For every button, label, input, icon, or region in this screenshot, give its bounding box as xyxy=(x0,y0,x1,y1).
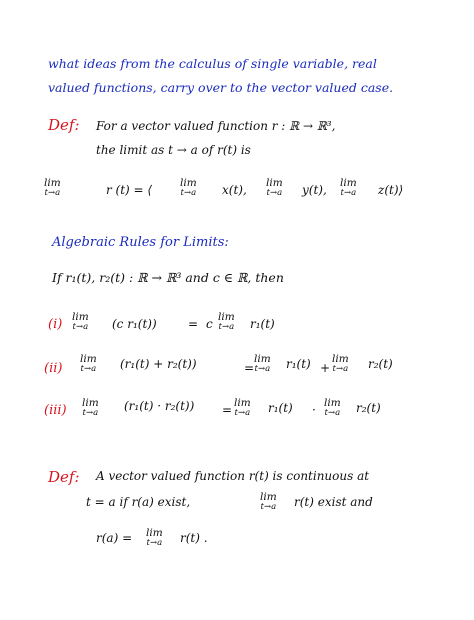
def2-line-3-rhs: r(t) . xyxy=(180,531,208,545)
limit-operator xyxy=(44,178,61,198)
rule-2-plus: + xyxy=(320,361,331,375)
lim-subscript: t→a xyxy=(44,188,61,198)
def2-label: Def: xyxy=(48,468,80,486)
def2-line-3-lhs: r(a) = xyxy=(96,531,133,545)
def2-line-2a: t = a if r(a) exist, xyxy=(86,495,191,509)
rule-2-r1: r₁(t) xyxy=(286,357,311,371)
algebraic-rules-heading: Algebraic Rules for Limits: xyxy=(52,235,229,250)
limit-lhs: r (t) = ⟨ xyxy=(106,183,153,197)
limit-operator-x: lim t→a xyxy=(180,177,197,198)
rule-3-label: (iii) xyxy=(44,403,67,418)
rule-3-lim: lim t→a xyxy=(82,397,99,418)
def1-label: Def: xyxy=(48,116,80,134)
rule-1-lim: lim t→a xyxy=(72,311,89,332)
rule-1-rhs: r₁(t) xyxy=(250,317,275,331)
limit-operator-y: lim t→a xyxy=(266,177,283,198)
rule-2-equals: = xyxy=(244,361,255,375)
def1-line-1: For a vector valued function r : ℝ → ℝ³, xyxy=(96,119,336,133)
def2-line-3-lim: lim t→a xyxy=(146,527,163,548)
rule-2-lim: lim t→a xyxy=(80,353,97,374)
def1-line-2: the limit as t → a of r(t) is xyxy=(96,143,251,157)
if-line: If r₁(t), r₂(t) : ℝ → ℝ³ and c ∈ ℝ, then xyxy=(52,270,284,285)
intro-line-1: what ideas from the calculus of single variable, real xyxy=(48,56,377,71)
rule-2-r2: r₂(t) xyxy=(368,357,393,371)
rule-3-equals: = xyxy=(222,403,233,417)
def2-line-2b: r(t) exist and xyxy=(294,495,373,509)
rule-1-label: (i) xyxy=(48,317,63,332)
rule-2-label: (ii) xyxy=(44,361,63,376)
rule-3-r1: r₁(t) xyxy=(268,401,293,415)
rule-3-dot: · xyxy=(312,403,316,417)
def2-lim: lim t→a xyxy=(260,491,277,512)
rule-2-lhs: (r₁(t) + r₂(t)) xyxy=(120,357,197,371)
rule-3-rhs-lim-2: lim t→a xyxy=(324,397,341,418)
limit-z: z(t)⟩ xyxy=(378,183,404,197)
rule-1-rhs-lim: lim t→a xyxy=(218,311,235,332)
rule-3-r2: r₂(t) xyxy=(356,401,381,415)
rule-2-rhs-lim-2: lim t→a xyxy=(332,353,349,374)
limit-operator-z: lim t→a xyxy=(340,177,357,198)
intro-line-2: valued functions, carry over to the vector valued case. xyxy=(48,80,394,95)
limit-y: y(t), xyxy=(302,183,327,197)
limit-x: x(t), xyxy=(222,183,247,197)
rule-1-const: c xyxy=(206,317,213,331)
rule-2-rhs-lim-1: lim t→a xyxy=(254,353,271,374)
lim-word: lim xyxy=(44,177,61,189)
rule-1-lhs: (c r₁(t)) xyxy=(112,317,157,331)
rule-3-rhs-lim-1: lim t→a xyxy=(234,397,251,418)
rule-3-lhs: (r₁(t) · r₂(t)) xyxy=(124,399,195,413)
def2-line-1: A vector valued function r(t) is continuous at xyxy=(96,469,370,483)
rule-1-equals: = xyxy=(188,317,199,331)
